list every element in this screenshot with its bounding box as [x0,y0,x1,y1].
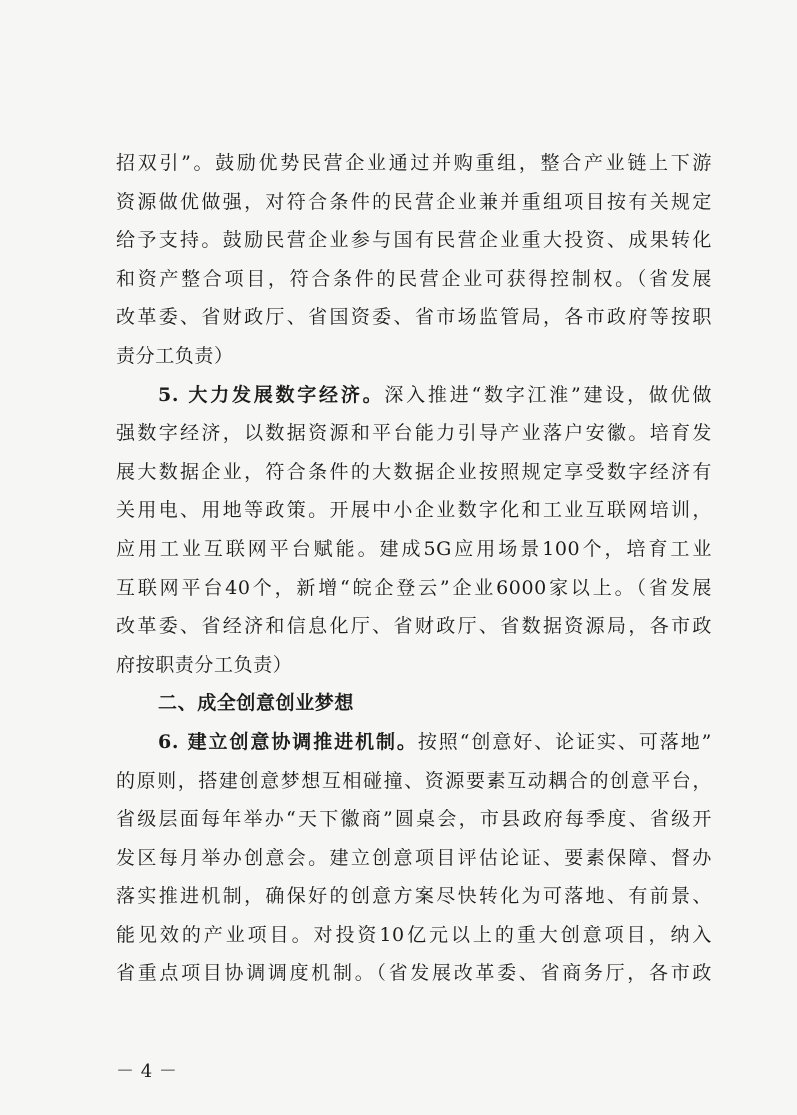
text-line: 能见效的产业项目。对投资10亿元以上的重大创意项目，纳入 [116,923,712,946]
section-heading: 二、成全创意创业梦想 [158,692,355,715]
text-line: 省重点项目协调调度机制。（省发展改革委、省商务厅，各市政 [116,962,712,985]
text-line: 省级层面每年举办“天下徽商”圆桌会，市县政府每季度、省级开 [116,808,712,831]
body-text [116,144,712,993]
item-6-first-line [116,723,712,762]
text-line: 府按职责分工负责） [116,653,293,676]
text-line: 和资产整合项目，符合条件的民营企业可获得控制权。（省发展 [116,267,712,290]
text-line: 落实推进机制，确保好的创意方案尽快转化为可落地、有前景、 [116,885,712,908]
item-5-heading: 5. 大力发展数字经济。 [158,383,385,406]
text-line: 应用工业互联网平台赋能。建成5G应用场景100个，培育工业 [116,537,712,560]
text-line: 发区每月举办创意会。建立创意项目评估论证、要素保障、督办 [116,846,712,869]
item-6-text: 按照“创意好、论证实、可落地” [417,730,712,753]
text-line: 关用电、用地等政策。开展中小企业数字化和工业互联网培训， [116,499,712,522]
text-line: 给予支持。鼓励民营企业参与国有民营企业重大投资、成果转化 [116,229,712,252]
text-line: 责分工负责） [116,344,234,367]
text-line: 强数字经济，以数据资源和平台能力引导产业落户安徽。培育发 [116,422,712,445]
text-line: 的原则，搭建创意梦想互相碰撞、资源要素互动耦合的创意平台， [116,769,712,792]
text-line: 资源做优做强，对符合条件的民营企业兼并重组项目按有关规定 [116,190,712,213]
page-number: － 4 － [116,1061,178,1082]
item-5-first-line [116,376,712,415]
text-line: 改革委、省财政厅、省国资委、省市场监管局，各市政府等按职 [116,306,712,329]
text-line: 互联网平台40个，新增“皖企登云”企业6000家以上。（省发展 [116,576,712,599]
text-line: 改革委、省经济和信息化厅、省财政厅、省数据资源局，各市政 [116,615,712,638]
item-5-text: 深入推进“数字江淮”建设，做优做 [384,383,712,406]
text-line: 招双引”。鼓励优势民营企业通过并购重组，整合产业链上下游 [116,152,712,174]
item-6-heading: 6. 建立创意协调推进机制。 [158,730,418,753]
text-line: 展大数据企业，符合条件的大数据企业按照规定享受数字经济有 [116,460,712,483]
